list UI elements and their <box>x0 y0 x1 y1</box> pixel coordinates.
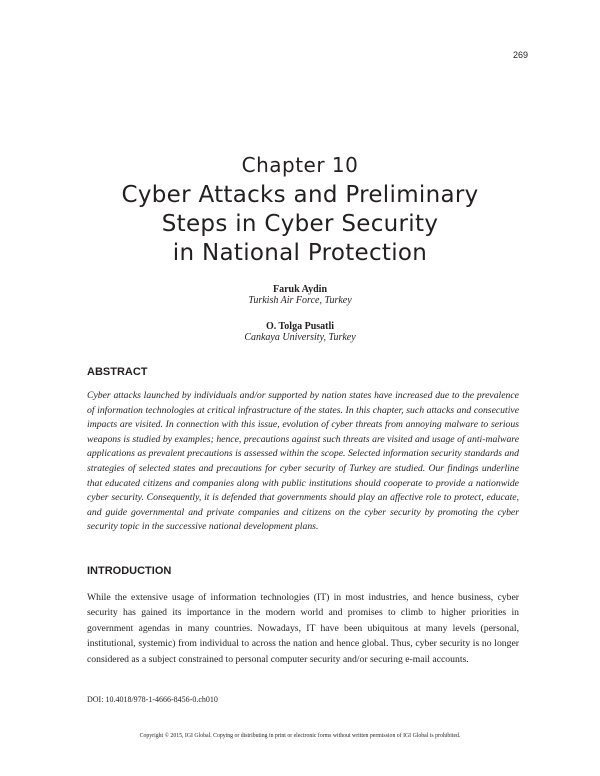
chapter-title <box>60 181 540 268</box>
doi: DOI: 10.4018/978-1-4666-8456-0.ch010 <box>87 695 218 704</box>
title-line: in National Protection <box>172 240 428 266</box>
author-name: Faruk Aydin <box>273 284 327 295</box>
author-affiliation: Turkish Air Force, Turkey <box>248 295 352 306</box>
title-line: Steps in Cyber Security <box>161 211 439 237</box>
introduction-heading: INTRODUCTION <box>87 565 172 577</box>
title-line: Cyber Attacks and Preliminary <box>121 182 479 208</box>
author-block <box>0 321 600 343</box>
author-affiliation: Cankaya University, Turkey <box>244 332 356 343</box>
abstract-text: Cyber attacks launched by individuals and/or supported by nation states have increased due to the prevalence of information technologies at critical infrastructure of the states. In this chapter, such attacks and consecutive impacts are visited. In connection with this issue, evolution of cyber threats from annoying malware to serious weapons is studied by examples; hence, precautions against such threats are visited and usage of anti-malware applications as prevalent precautions is assessed within the scope. Selected information security standards and strategies of selected states and precautions for cyber security of Turkey are studied. Our findings underline that educated citizens and companies along with public institutions should cooperate to provide a nationwide cyber security. Consequently, it is defended that governments should play an affective role to protect, educate, and guide governmental and private companies and citizens on the cyber security by promoting the cyber security topic in the successive national development plans. <box>87 390 519 533</box>
introduction-text: While the extensive usage of information technologies (IT) in most industries, and hence business, cyber security has gained its importance in the modern world and promises to climb to higher priorities in government agendas in many countries. Nowadays, IT have been ubiquitous at many levels (personal, institutional, systemic) from individual to across the nation and hence global. Thus, cyber security is no longer considered as a subject constrained to personal computer security and/or securing e-mail accounts. <box>87 592 519 665</box>
page-number: 269 <box>512 50 528 60</box>
author-name: O. Tolga Pusatli <box>265 321 335 332</box>
chapter-label: Chapter 10 <box>241 153 359 177</box>
copyright-notice: Copyright © 2015, IGI Global. Copying or distributing in print or electronic forms without written permission of IGI Global is prohibited. <box>139 733 461 739</box>
abstract-heading: ABSTRACT <box>87 366 148 378</box>
author-block <box>0 284 600 306</box>
